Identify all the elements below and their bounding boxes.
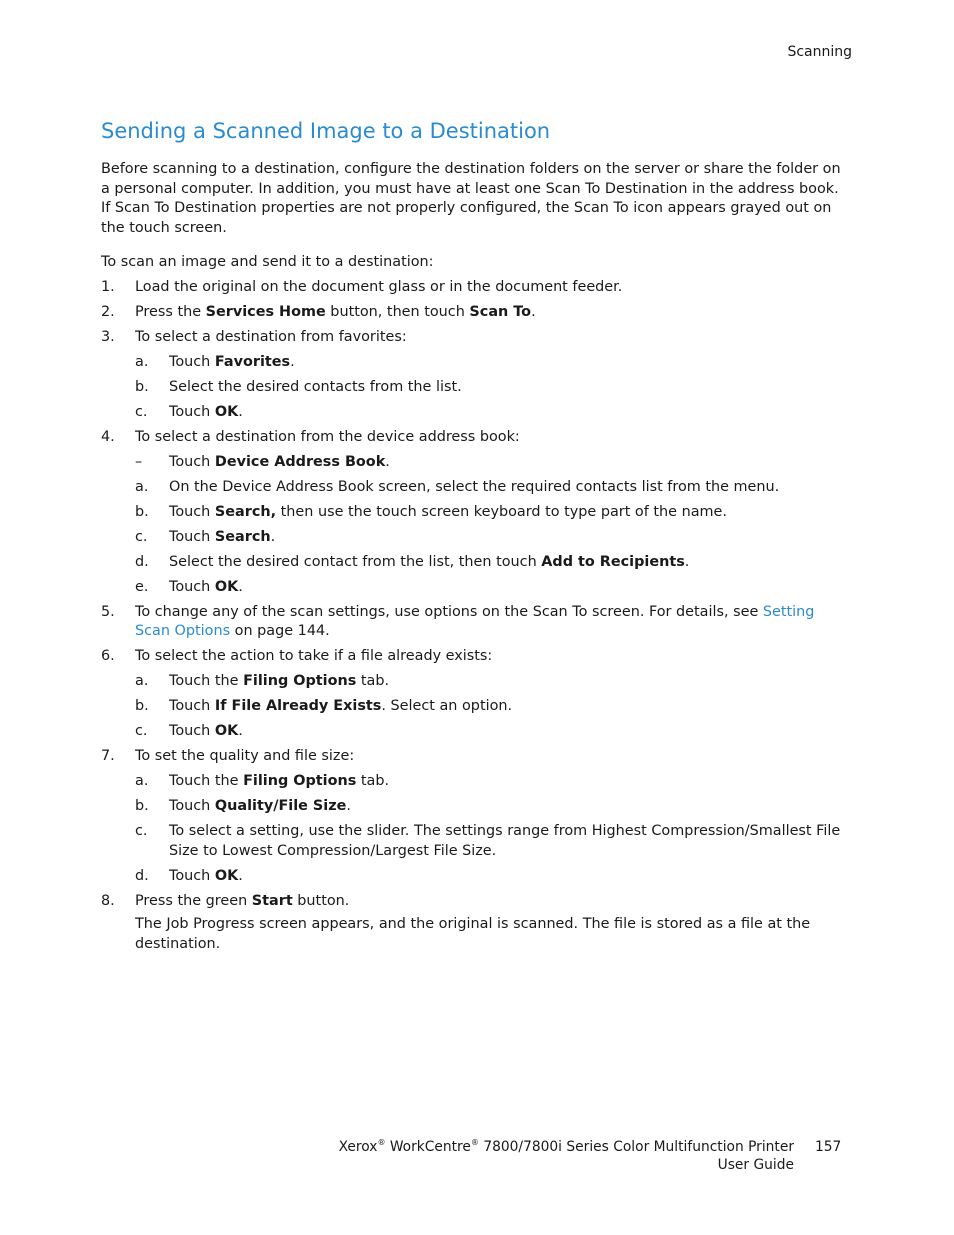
substep-marker: b. bbox=[135, 378, 149, 395]
steps-list bbox=[101, 278, 849, 955]
step-text: . bbox=[346, 798, 351, 814]
step-text: Select the desired contact from the list, then touch bbox=[169, 553, 542, 570]
ui-term: Add to Recipients bbox=[541, 553, 685, 570]
page-title: Sending a Scanned Image to a Destination bbox=[101, 119, 551, 143]
step-text: . bbox=[684, 553, 690, 570]
step-text: . bbox=[238, 403, 243, 420]
substep-6c bbox=[101, 722, 849, 742]
substep-marker: b. bbox=[135, 798, 149, 814]
step-text: To select a destination from the device address book: bbox=[135, 428, 520, 445]
substep-marker: e. bbox=[135, 578, 149, 595]
ui-term: Search, bbox=[214, 503, 277, 520]
substep-marker: c. bbox=[135, 403, 148, 420]
substep-4b bbox=[101, 503, 849, 523]
step-text: button. bbox=[292, 892, 350, 909]
step-text: . bbox=[238, 578, 243, 595]
footer-product-line bbox=[300, 1139, 794, 1157]
step-1 bbox=[101, 278, 849, 298]
intro-paragraph: Before scanning to a destination, configure the destination folders on the server or share the folder on a personal computer. In addition, you must have at least one Scan To Destination in the address book. If Scan To Destination properties are not properly configured, the Scan To icon appears grayed out on the touch screen. bbox=[101, 161, 841, 236]
step-6 bbox=[101, 647, 849, 667]
substep-7d bbox=[101, 867, 849, 887]
substep-7a bbox=[101, 772, 849, 792]
step-text: Press the bbox=[135, 303, 206, 320]
registered-mark: ® bbox=[377, 1138, 386, 1147]
ui-term: Search bbox=[214, 528, 271, 545]
substep-4c bbox=[101, 528, 849, 548]
step-text: button, then touch bbox=[325, 303, 470, 320]
substep-marker: a. bbox=[135, 673, 149, 689]
step-text: . Select an option. bbox=[381, 698, 513, 714]
step-text: To select a destination from favorites: bbox=[135, 328, 407, 345]
step-text: . bbox=[290, 353, 295, 370]
substep-4-dash bbox=[101, 453, 849, 473]
footer-product: WorkCentre bbox=[389, 1139, 471, 1155]
page-footer bbox=[300, 1139, 794, 1174]
procedure-lead: To scan an image and send it to a destination: bbox=[101, 254, 434, 270]
step-text: tab. bbox=[356, 673, 390, 689]
substep-marker: a. bbox=[135, 478, 149, 495]
step-text: Touch the bbox=[169, 773, 244, 789]
ui-term: If File Already Exists bbox=[214, 698, 382, 714]
step-text: Touch bbox=[169, 503, 215, 520]
substep-marker: a. bbox=[135, 353, 149, 370]
step-text: Touch bbox=[169, 453, 215, 470]
substep-marker: d. bbox=[135, 867, 149, 884]
registered-mark: ® bbox=[470, 1138, 479, 1147]
ui-term: Favorites bbox=[214, 353, 291, 370]
ui-term: OK bbox=[214, 867, 239, 884]
ui-term: Device Address Book bbox=[214, 453, 386, 470]
step-text: Select the desired contacts from the list. bbox=[169, 378, 462, 395]
step-number: 8. bbox=[101, 892, 115, 909]
substep-marker: a. bbox=[135, 773, 149, 789]
step-3 bbox=[101, 328, 849, 348]
substep-3c bbox=[101, 403, 849, 423]
step-text: On the Device Address Book screen, select the required contacts list from the menu. bbox=[169, 478, 780, 495]
step-text: . bbox=[238, 723, 243, 739]
step-8 bbox=[101, 892, 849, 912]
step-text: Touch bbox=[169, 698, 215, 714]
substep-6b bbox=[101, 697, 849, 717]
ui-term: Services Home bbox=[205, 303, 326, 320]
substep-7c bbox=[101, 822, 849, 861]
step-text: To select a setting, use the slider. The settings range from Highest Compression/Smallest File Size to Lowest Compression/Largest File Size. bbox=[169, 823, 841, 859]
substep-3a bbox=[101, 353, 849, 373]
substep-3b bbox=[101, 378, 849, 398]
step-text: tab. bbox=[356, 773, 390, 789]
step-text: . bbox=[238, 867, 243, 884]
ui-term: Start bbox=[251, 892, 293, 909]
substep-7b bbox=[101, 797, 849, 817]
step-number: 2. bbox=[101, 303, 115, 320]
substep-4e bbox=[101, 578, 849, 598]
substep-marker: c. bbox=[135, 823, 148, 839]
substep-4a bbox=[101, 478, 849, 498]
step-text: . bbox=[531, 303, 536, 320]
step-number: 6. bbox=[101, 648, 115, 664]
step-text: Touch bbox=[169, 353, 215, 370]
step-text: Touch bbox=[169, 578, 215, 595]
step-7 bbox=[101, 747, 849, 767]
step-text: Touch bbox=[169, 403, 215, 420]
substep-marker: c. bbox=[135, 723, 148, 739]
step-number: 1. bbox=[101, 278, 115, 295]
step-number: 3. bbox=[101, 328, 115, 345]
step-text: Touch bbox=[169, 723, 215, 739]
step-text: . bbox=[385, 453, 390, 470]
step-text: Touch the bbox=[169, 673, 244, 689]
step-text: To select the action to take if a file already exists: bbox=[135, 648, 493, 664]
step-4 bbox=[101, 428, 849, 448]
footer-brand: Xerox bbox=[338, 1139, 378, 1155]
step-text: Touch bbox=[169, 798, 215, 814]
footer-doc-title: User Guide bbox=[717, 1156, 794, 1173]
step-text: then use the touch screen keyboard to type part of the name. bbox=[276, 503, 727, 520]
ui-term: Quality/File Size bbox=[214, 798, 347, 814]
ui-term: OK bbox=[214, 723, 239, 739]
main-content bbox=[101, 116, 849, 960]
step-text: Touch bbox=[169, 867, 215, 884]
step-text: Load the original on the document glass or in the document feeder. bbox=[135, 278, 623, 295]
dash-marker: – bbox=[135, 453, 143, 470]
step-2 bbox=[101, 303, 849, 323]
step-number: 7. bbox=[101, 748, 115, 764]
step-text: To change any of the scan settings, use options on the Scan To screen. For details, see bbox=[135, 603, 763, 620]
step-text: To set the quality and file size: bbox=[135, 748, 355, 764]
substep-marker: c. bbox=[135, 528, 148, 545]
ui-term: Scan To bbox=[469, 303, 532, 320]
running-header: Scanning bbox=[787, 44, 852, 60]
setting-scan-options-link[interactable]: Setting Scan Options bbox=[135, 603, 815, 639]
ui-term: OK bbox=[214, 403, 239, 420]
substep-marker: d. bbox=[135, 553, 149, 570]
substep-4d bbox=[101, 553, 849, 573]
substep-6a bbox=[101, 672, 849, 692]
step-8-note: The Job Progress screen appears, and the original is scanned. The file is stored as a file at the destination. bbox=[135, 916, 811, 952]
substep-marker: b. bbox=[135, 503, 149, 520]
step-text: . bbox=[270, 528, 276, 545]
step-number: 5. bbox=[101, 603, 115, 620]
footer-model: 7800/7800i Series Color Multifunction Printer bbox=[483, 1139, 794, 1155]
step-text: Press the green bbox=[135, 892, 252, 909]
step-text: Touch bbox=[169, 528, 215, 545]
ui-term: OK bbox=[214, 578, 239, 595]
step-number: 4. bbox=[101, 428, 115, 445]
ui-term: Filing Options bbox=[243, 773, 357, 789]
ui-term: Filing Options bbox=[243, 673, 357, 689]
substep-marker: b. bbox=[135, 698, 149, 714]
step-text: on page 144. bbox=[230, 623, 330, 639]
step-5 bbox=[101, 603, 849, 642]
page-number: 157 bbox=[815, 1139, 842, 1155]
